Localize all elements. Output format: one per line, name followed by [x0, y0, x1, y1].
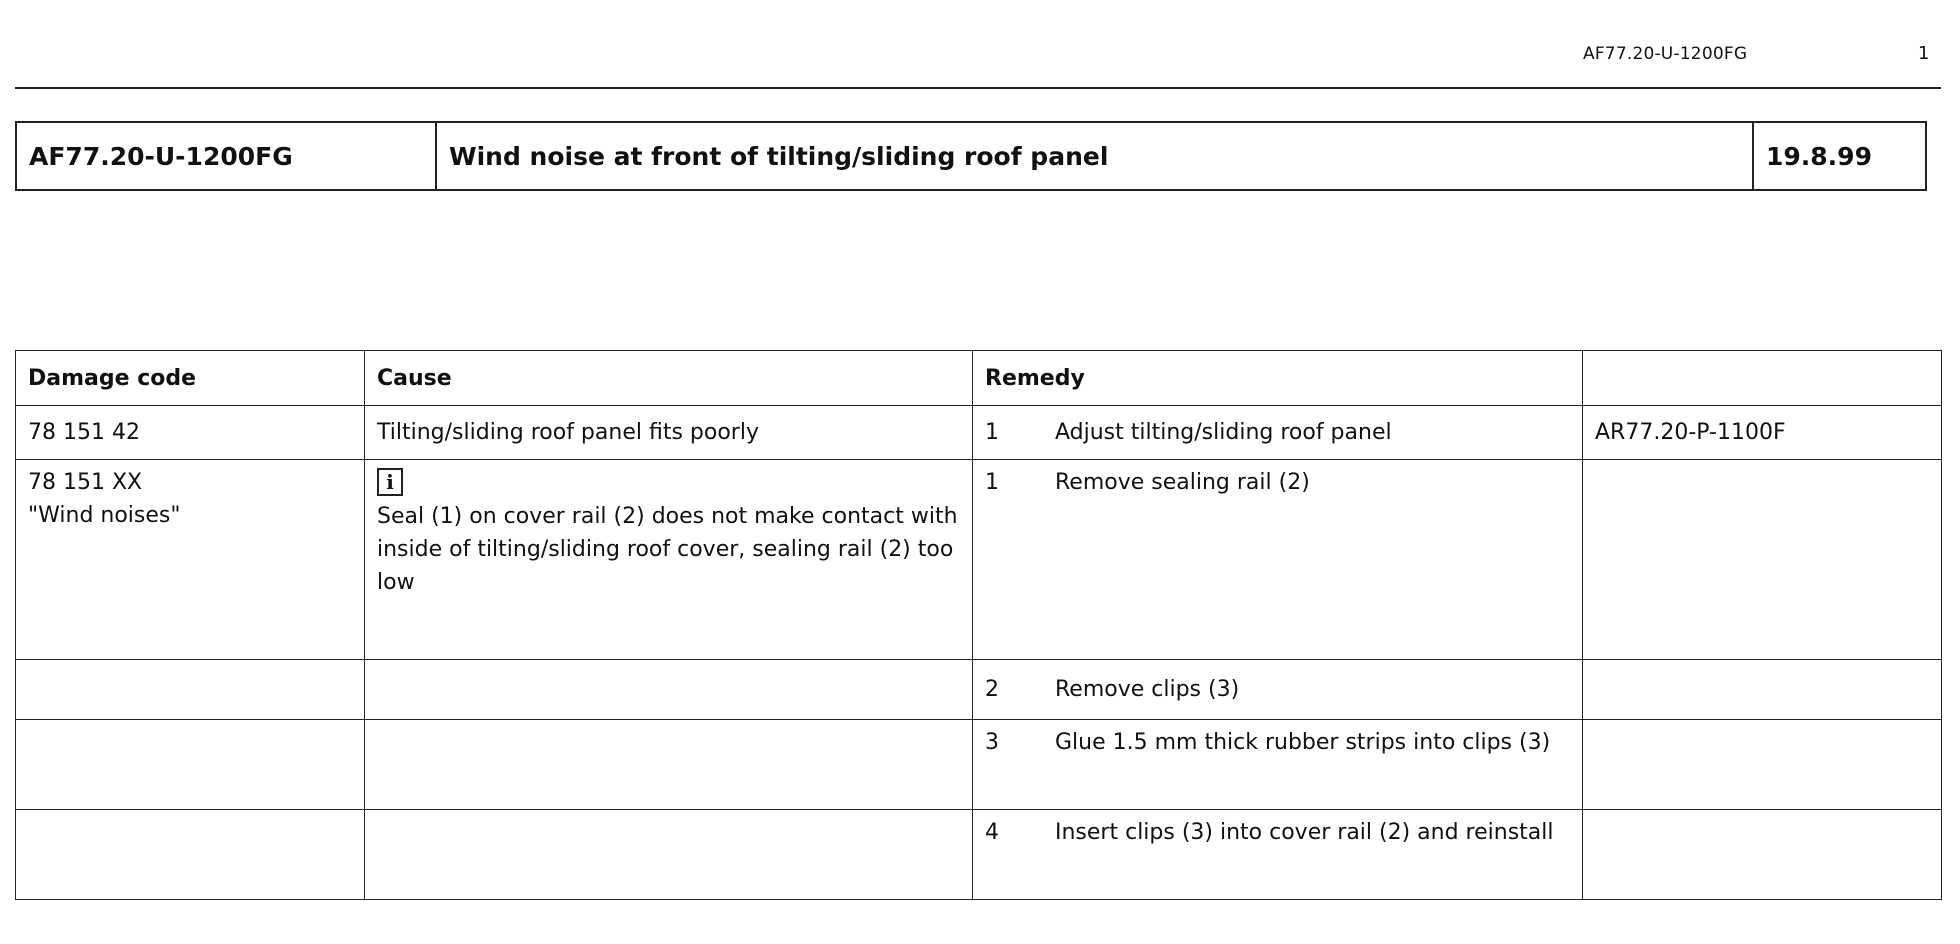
remedy-cell	[973, 720, 1583, 810]
damage-code-cell	[16, 460, 365, 660]
remedy-cell	[973, 460, 1583, 660]
remedy-cell	[973, 660, 1583, 720]
cause-cell: Tilting/sliding roof panel fits poorly	[365, 406, 973, 460]
cause-cell	[365, 720, 973, 810]
damage-code-cell	[16, 810, 365, 900]
table-row	[16, 406, 1942, 460]
remedy-text: Remove clips (3)	[1055, 677, 1240, 702]
damage-code-cell	[16, 660, 365, 720]
doc-title: Wind noise at front of tilting/sliding roof panel	[436, 122, 1753, 190]
step-number: 3	[985, 730, 999, 755]
table-row	[16, 810, 1942, 900]
info-icon[interactable]: i	[377, 468, 403, 496]
cause-cell	[365, 810, 973, 900]
table-row	[16, 660, 1942, 720]
cause-cell	[365, 460, 973, 660]
page-header-code: AF77.20-U-1200FG	[1583, 44, 1748, 64]
table-header-row	[16, 351, 1942, 406]
reference-cell	[1583, 810, 1942, 900]
header-remedy: Remedy	[973, 351, 1583, 406]
remedy-cell	[973, 406, 1583, 460]
reference-cell	[1583, 660, 1942, 720]
remedy-text: Insert clips (3) into cover rail (2) and reinstall	[1055, 820, 1554, 845]
step-number: 1	[985, 420, 999, 445]
table-row	[16, 460, 1942, 660]
doc-date: 19.8.99	[1753, 122, 1926, 190]
cause-cell	[365, 660, 973, 720]
title-bar	[15, 121, 1927, 191]
reference-cell	[1583, 460, 1942, 660]
reference-link[interactable]: AR77.20-P-1100F	[1583, 406, 1942, 460]
damage-code-cell	[16, 406, 365, 460]
cause-text: Seal (1) on cover rail (2) does not make contact with inside of tilting/sliding roof cover, sealing rail (2) too low	[377, 504, 958, 595]
table-row	[16, 720, 1942, 810]
reference-cell	[1583, 720, 1942, 810]
step-number: 1	[985, 470, 999, 495]
damage-description: "Wind noises"	[28, 503, 181, 528]
damage-code: 78 151 XX	[28, 470, 143, 495]
remedy-text: Glue 1.5 mm thick rubber strips into clips (3)	[1055, 730, 1551, 755]
header-reference	[1583, 351, 1942, 406]
remedy-text: Remove sealing rail (2)	[1055, 470, 1310, 495]
remedy-text: Adjust tilting/sliding roof panel	[1055, 420, 1392, 445]
header-damage-code: Damage code	[16, 351, 365, 406]
damage-remedy-table	[15, 350, 1942, 900]
page-number: 1	[1918, 43, 1930, 64]
step-number: 4	[985, 820, 999, 845]
remedy-cell	[973, 810, 1583, 900]
step-number: 2	[985, 677, 999, 702]
doc-code: AF77.20-U-1200FG	[16, 122, 436, 190]
damage-code: 78 151 42	[28, 420, 140, 445]
header-rule	[15, 87, 1941, 89]
damage-code-cell	[16, 720, 365, 810]
header-cause: Cause	[365, 351, 973, 406]
